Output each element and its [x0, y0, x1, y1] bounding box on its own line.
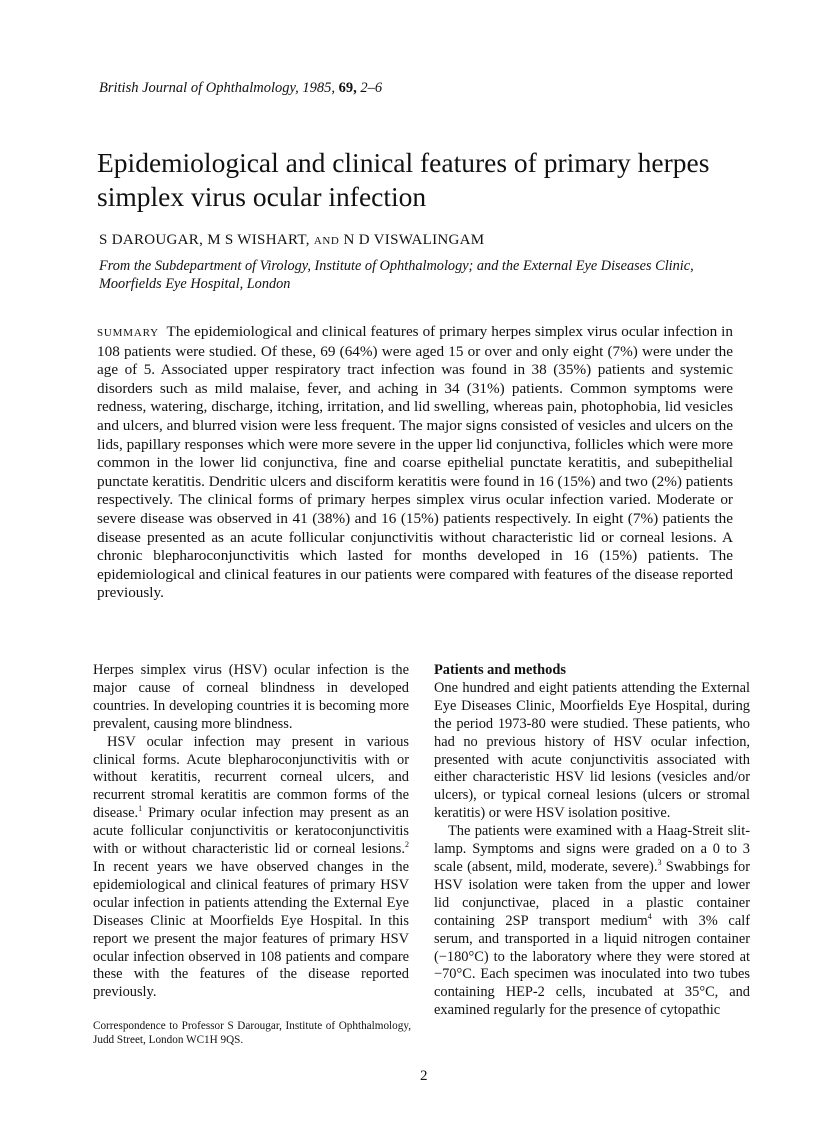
author-names: S DAROUGAR, M S WISHART, [99, 232, 310, 248]
methods-paragraph-2: The patients were examined with a Haag-Streit slit-lamp. Symptoms and signs were graded on a 0 to 3 scale (absent, mild, moderate, severe).$^3$ Swabbings for HSV isolation were taken from the upper and lower lid conjunctivae, placed in a plastic container containing 2SP transport medium$^4$ with 3% calf serum, and transported in a liquid nitrogen container (−180°C) to the laboratory where they were stored at −70°C. Each specimen was inoculated into two tubes containing HEP-2 cells, incubated at 35°C, and examined regularly for the presence of cytopathic [434, 823, 751, 1019]
summary-text: The epidemiological and clinical features of primary herpes simplex virus ocular infection in 108 patients were studied. Of these, 69 (64%) were aged 15 or over and only eight (7%) were under the age of 5. Associated upper respiratory tract infection was found in 38 (35%) patients and systemic disorders such as mild malaise, fever, and aching in 34 (31%) patients. Common symptoms were redness, watering, discharge, itching, irritation, and lid swelling, whereas pain, photophobia, lid vesicles and ulcers, and blurred vision were less frequent. The major signs consisted of vesicles and ulcers on the lids, papillary responses which were more severe in the upper lid conjunctiva, follicles which were more common in the lower lid conjunctiva, fine and coarse epithelial punctate keratitis, and subepithelial punctate keratitis. Dendritic ulcers and disciform keratitis were found in 16 (15%) and two (2%) patients respectively. The clinical forms of primary herpes simplex virus ocular infection varied. Moderate or severe disease was observed in 41 (38%) and 16 (15%) patients respectively. In eight (7%) patients the disease presented as an acute follicular conjunctivitis without characteristic lid or corneal lesions. A chronic blepharoconjunctivitis which lasted for months developed in 16 (15%) patients. The epidemiological and clinical features in our patients were compared with features of the disease reported previously. [97, 323, 733, 602]
summary-label: SUMMARY [97, 327, 159, 339]
intro-paragraph-2: HSV ocular infection may present in various clinical forms. Acute blepharoconjunctivitis with or without keratitis, recurrent corneal ulcers, and recurrent stromal keratitis are common forms of the disease.$^1$ Primary ocular infection may present as an acute follicular conjunctivitis or keratoconjunctivitis with or without characteristic lid or corneal lesions.$^2$ In recent years we have observed changes in the epidemiological and clinical features of primary HSV ocular infection in patients attending the External Eye Diseases Clinic at Moorfields Eye Hospital. In this report we present the major features of primary HSV ocular infection observed in 108 patients and compare these with the features of the disease reported previously. [93, 733, 409, 1001]
page-number: 2 [420, 1068, 428, 1084]
journal-pages: 2–6 [360, 80, 383, 96]
author-list [99, 232, 484, 249]
right-column [434, 662, 750, 1020]
reference-marker: 3 [657, 858, 662, 868]
author-conjunction: AND [313, 235, 340, 247]
intro-paragraph-1: Herpes simplex virus (HSV) ocular infection is the major cause of corneal blindness in developed countries. In developing countries it is becoming more prevalent, causing more blindness. [93, 662, 409, 732]
article-title: Epidemiological and clinical features of primary herpes simplex virus ocular infection [97, 147, 710, 212]
methods-paragraph-1: One hundred and eight patients attending the External Eye Diseases Clinic, Moorfields Eye Hospital, during the period 1973-80 were studied. These patients, who had no previous history of HSV ocular infection, presented with acute conjunctivitis associated with either characteristic HSV lid lesions (vesicles and/or ulcers), or typical corneal lesions (ulcers or stromal keratitis) or were HSV isolation positive. [434, 679, 750, 822]
summary-abstract [97, 323, 733, 603]
affiliation: From the Subdepartment of Virology, Institute of Ophthalmology; and the External Eye Diseases Clinic, Moorfields Eye Hospital, London [99, 258, 694, 292]
author-last: N D VISWALINGAM [343, 232, 485, 248]
correspondence-note: Correspondence to Professor S Darougar, Institute of Ophthalmology, Judd Street, London WC1H 9QS. [93, 1020, 411, 1046]
journal-volume: 69, [338, 80, 357, 96]
reference-marker: 1 [138, 804, 143, 814]
journal-name: British Journal of Ophthalmology [99, 80, 296, 96]
reference-marker: 4 [647, 911, 652, 921]
section-heading: Patients and methods [434, 662, 566, 678]
reference-marker: 2 [405, 840, 409, 850]
journal-year: 1985, [302, 80, 336, 96]
journal-citation: British Journal of Ophthalmology, 1985, 69, 2–6 [99, 80, 383, 96]
left-column [93, 662, 409, 1002]
